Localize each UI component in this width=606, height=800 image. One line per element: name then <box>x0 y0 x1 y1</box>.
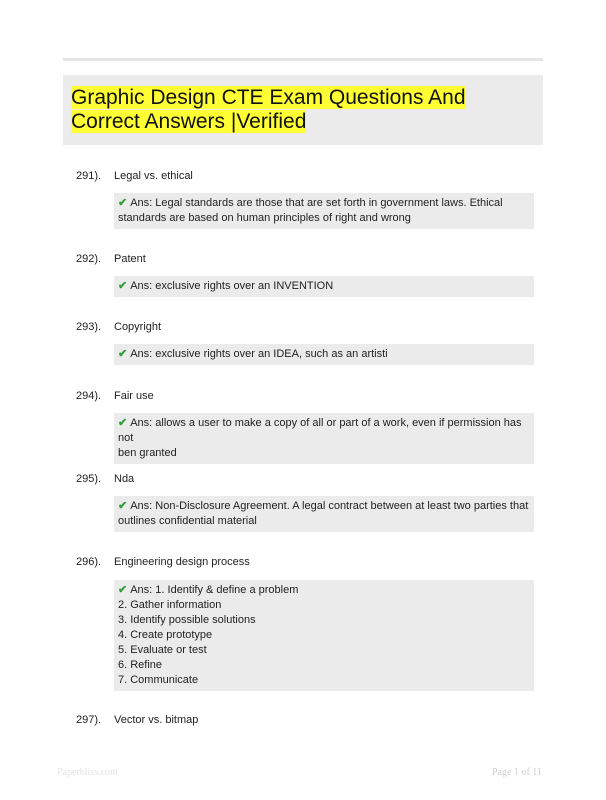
answer-line: Ans: allows a user to make a copy of all or part of a work, even if permission has not <box>118 417 522 444</box>
answer-line: ben granted <box>118 447 177 459</box>
answer-line: 4. Create prototype <box>118 629 213 641</box>
question-number: 291). <box>76 170 102 182</box>
answer-line: 7. Communicate <box>118 674 199 686</box>
top-divider <box>63 58 543 61</box>
title-line-1: Graphic Design CTE Exam Questions And <box>71 86 466 109</box>
question-number: 295). <box>76 473 102 485</box>
question-number: 292). <box>76 253 102 265</box>
footer-page-number: Page 1 of 11 <box>492 767 542 778</box>
question-text: Legal vs. ethical <box>114 170 193 182</box>
title-box <box>63 75 543 145</box>
answer-line: Ans: exclusive rights over an INVENTION <box>130 280 334 292</box>
checkmark-icon: ✔ <box>118 197 128 209</box>
answer-line: Ans: Legal standards are those that are set forth in government laws. Ethical <box>130 197 503 209</box>
answer-box <box>114 413 534 464</box>
answer-box <box>114 276 534 297</box>
question-text: Engineering design process <box>114 556 250 568</box>
question-number: 297). <box>76 714 102 726</box>
answer-line: 2. Gather information <box>118 599 222 611</box>
page-title <box>71 86 491 133</box>
answer-box <box>114 496 534 532</box>
question-text: Nda <box>114 473 135 485</box>
question-text: Vector vs. bitmap <box>114 714 199 726</box>
checkmark-icon: ✔ <box>118 500 128 512</box>
footer-site: Paperbliss.com <box>57 767 118 778</box>
answer-line: Ans: Non-Disclosure Agreement. A legal contract between at least two parties that <box>130 500 529 512</box>
answer-line: 5. Evaluate or test <box>118 644 207 656</box>
question-text: Copyright <box>114 321 162 333</box>
answer-line: Ans: exclusive rights over an IDEA, such as an artisti <box>130 348 388 360</box>
checkmark-icon: ✔ <box>118 584 128 596</box>
answer-box <box>114 344 534 365</box>
answer-box <box>114 580 534 691</box>
checkmark-icon: ✔ <box>118 348 128 360</box>
answer-box <box>114 193 534 229</box>
question-number: 296). <box>76 556 102 568</box>
question-text: Fair use <box>114 390 154 402</box>
answer-line: Ans: 1. Identify & define a problem <box>130 584 299 596</box>
answer-line: outlines confidential material <box>118 515 257 527</box>
question-number: 294). <box>76 390 102 402</box>
answer-line: 3. Identify possible solutions <box>118 614 256 626</box>
checkmark-icon: ✔ <box>118 417 128 429</box>
answer-line: standards are based on human principles of right and wrong <box>118 212 411 224</box>
answer-line: 6. Refine <box>118 659 163 671</box>
checkmark-icon: ✔ <box>118 280 128 292</box>
title-line-2: Correct Answers |Verified <box>71 109 307 133</box>
question-text: Patent <box>114 253 146 265</box>
question-number: 293). <box>76 321 102 333</box>
